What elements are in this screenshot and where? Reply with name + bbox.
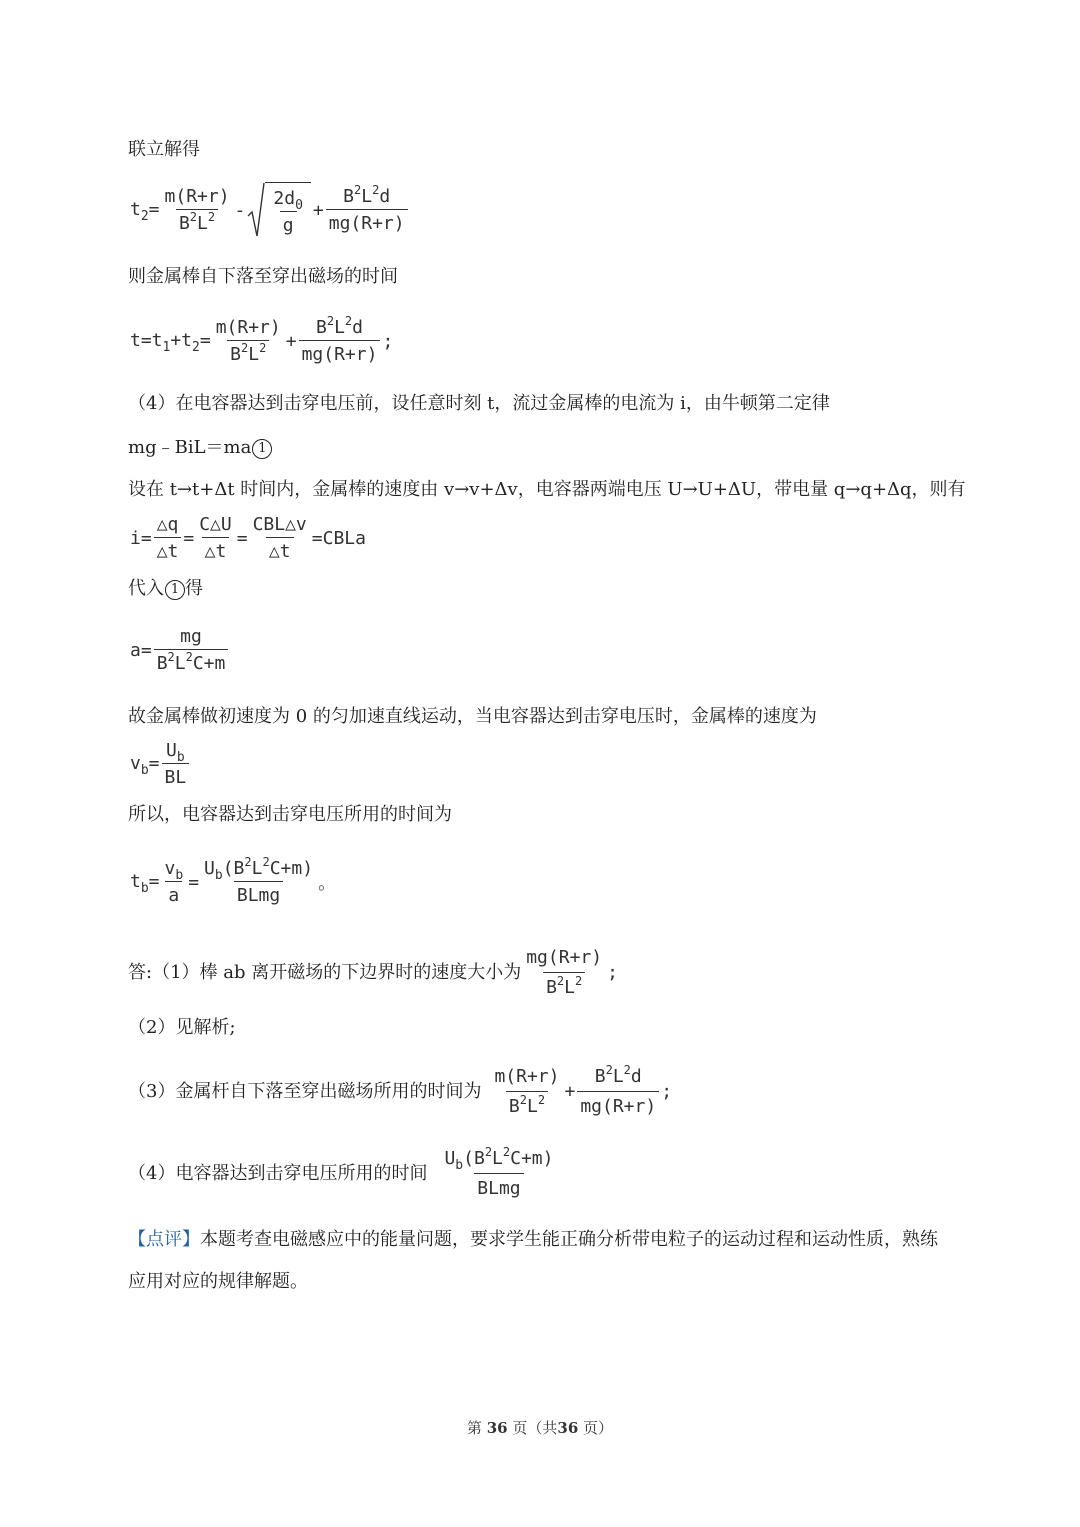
formula-answer4	[439, 1147, 558, 1201]
page-number: 36	[486, 1419, 508, 1437]
text-line-delta-setup: 设在 t→t+Δt 时间内，金属棒的速度由 v→v+Δv，电容器两端电压 U→U+ΔU，带电量 q→q+Δq，则有	[128, 479, 966, 500]
formula-current-i: i= $\frac{\triangle q}{\triangle t}$ = $\frac{C\triangle U}{\triangle t}$ = $\frac{\text{CBL△v}}{\triangle t}$ =CBLa	[130, 514, 366, 562]
fraction: $\frac{B^2L^2d}{mg(R+r)}$	[299, 317, 381, 365]
fraction: $\frac{C\triangle U}{\triangle t}$	[199, 514, 232, 562]
formula-t2: $t_2=$ $\frac{m(R+r)}{B^2L^2}$ - $\frac{2d_0}{g}$ + $\frac{B^2L^2d}{mg(R+r)}$	[130, 178, 410, 242]
review-line-1: 【点评】本题考查电磁感应中的能量问题，要求学生能正确分析带电粒子的运动过程和运动性质，熟练	[128, 1229, 938, 1250]
formula-vb: $v_b=$ $\frac{U_b}{BL}$	[130, 737, 191, 791]
fraction: $\frac{\text{CBL△v}}{\triangle t}$	[252, 514, 307, 562]
fraction: $\frac{B^2L^2d}{mg(R+r)}$	[577, 1065, 659, 1119]
text-line-part4-intro: （4）在电容器达到击穿电压前，设任意时刻 t，流过金属棒的电流为 i，由牛顿第二定律	[128, 393, 830, 414]
square-root	[247, 182, 311, 238]
fraction: $\frac{B^2L^2d}{mg(R+r)}$	[326, 186, 408, 234]
formula-acceleration: a= $\frac{mg}{B^2L^2C+m}$	[130, 622, 230, 678]
fraction: $\frac{m(R+r)}{B^2L^2}$	[494, 1066, 560, 1117]
circled-number-1: 1	[165, 580, 185, 600]
text-line-total-time: 则金属棒自下落至穿出磁场的时间	[128, 266, 398, 287]
answer-part1: 答:（1）棒 ab 离开磁场的下边界时的速度大小为 $\frac{mg(R+r)}{B^2L^2}$ ;	[128, 947, 618, 998]
formula-answer1: $\frac{mg(R+r)}{B^2L^2}$ ;	[521, 946, 618, 1000]
fraction: $\frac{U_b}{BL}$	[162, 740, 190, 788]
fraction: $\frac{mg(R+r)}{B^2L^2}$	[526, 947, 603, 998]
text-line-breakdown-time: 所以，电容器达到击穿电压所用的时间为	[128, 804, 452, 825]
review-tag: 【点评】	[128, 1229, 200, 1250]
text-line-newton-equation: mg﹣BiL＝ma 1	[128, 436, 272, 460]
formula-answer3: $\frac{m(R+r)}{B^2L^2}$ + $\frac{B^2L^2d}{mg(R+r)}$ ;	[489, 1065, 672, 1119]
text-line-substitute: 代入 1 得	[128, 578, 203, 599]
fraction: $\frac{U_b(B^2L^2C+m)}{\text{BLmg}}$	[444, 1145, 554, 1199]
answer-part4: （4）电容器达到击穿电压所用的时间 $\frac{U_b(B^2L^2C+m)}{\text{BLmg}}$	[128, 1147, 558, 1201]
f1-lhs: t	[130, 199, 141, 220]
answer-part3: （3）金属杆自下落至穿出磁场所用的时间为 $\frac{m(R+r)}{B^2L^2}$ + $\frac{B^2L^2d}{mg(R+r)}$ ;	[128, 1063, 673, 1117]
page-footer: 第 36 页（共36 页）	[466, 1419, 614, 1437]
fraction: $\frac{2d_0}{g}$	[273, 187, 303, 236]
circled-number-1: 1	[252, 439, 272, 459]
formula-tb: $t_b=$ $\frac{v_b}{a}$ = $\frac{U_b(B^2L^2C+m)}{\text{BLmg}}$ 。	[130, 855, 337, 906]
fraction: $\frac{mg}{B^2L^2C+m}$	[154, 626, 229, 674]
fraction: $\frac{m(R+r)}{B^2L^2}$	[164, 186, 230, 234]
formula-t-total: $t=t_1+t_2=$ $\frac{m(R+r)}{B^2L^2}$ + $\frac{B^2L^2d}{mg(R+r)}$ ;	[130, 314, 394, 365]
text-line-solve-together: 联立解得	[128, 139, 200, 160]
review-line-2: 应用对应的规律解题。	[128, 1271, 308, 1292]
fraction: $\frac{v_b}{a}$	[164, 858, 184, 906]
fraction: $\frac{U_b(B^2L^2C+m)}{\text{BLmg}}$	[204, 855, 314, 906]
fraction: $\frac{m(R+r)}{B^2L^2}$	[215, 317, 281, 365]
answer-part2: （2）见解析;	[128, 1017, 236, 1038]
text-line-uniform-acceleration: 故金属棒做初速度为 0 的匀加速直线运动，当电容器达到击穿电压时，金属棒的速度为	[128, 706, 817, 727]
page-total: 36	[557, 1419, 579, 1437]
fraction: $\frac{\triangle q}{\triangle t}$	[154, 514, 182, 562]
